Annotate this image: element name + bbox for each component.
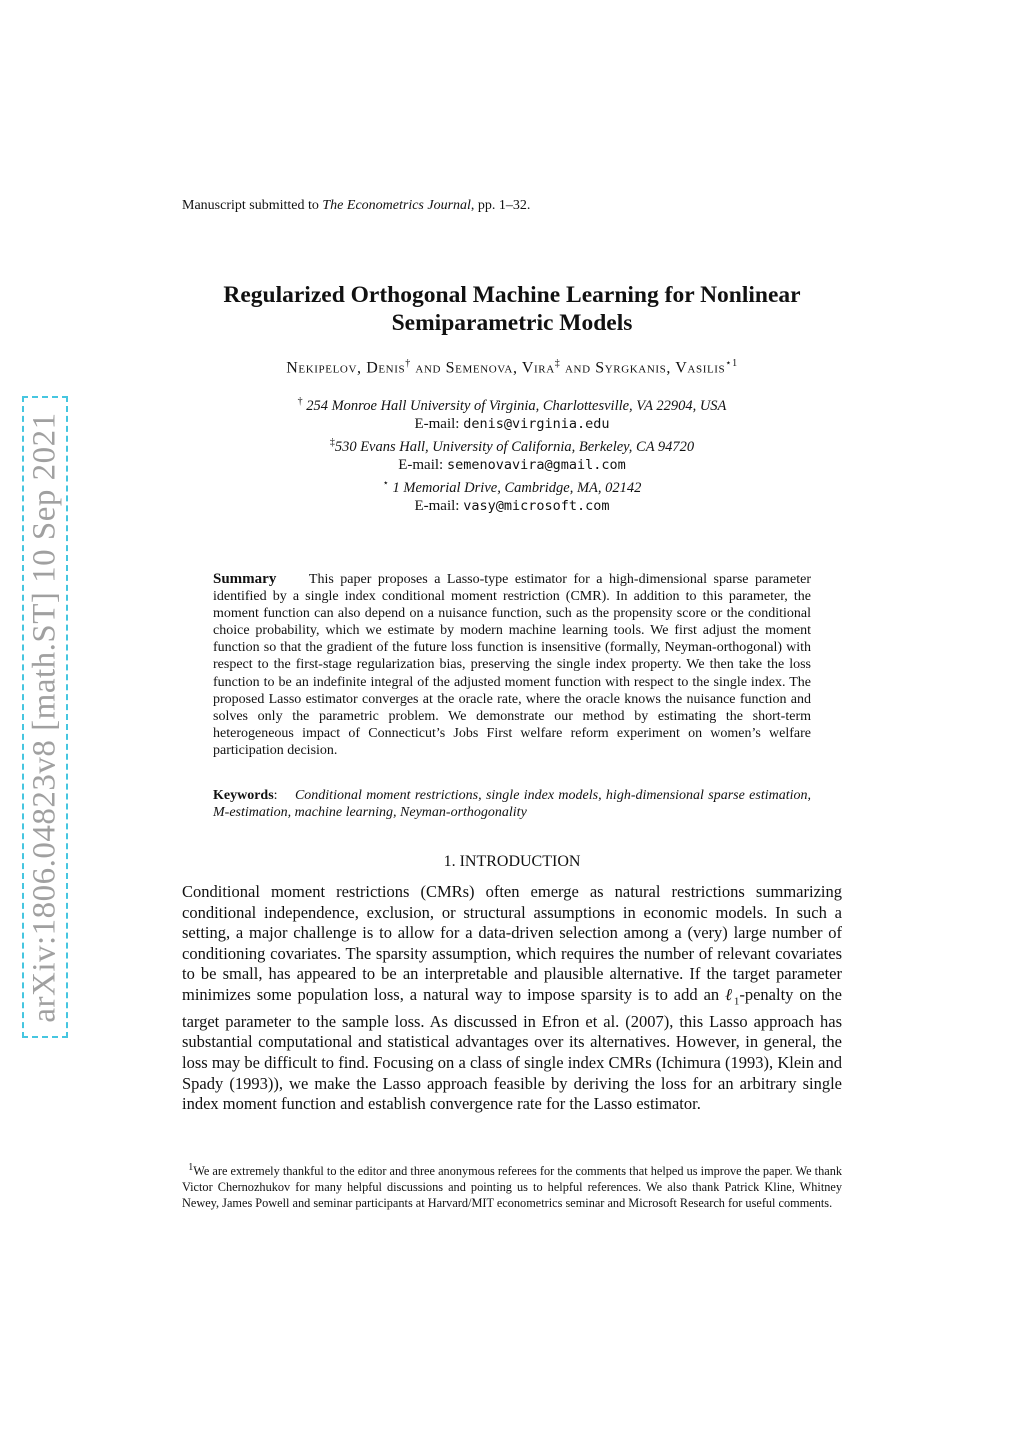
affiliation-address: 254 Monroe Hall University of Virginia, Charlottesville, VA 22904, USA <box>306 397 727 414</box>
footnote-mark: 1 <box>188 1162 194 1173</box>
title-line-2: Semiparametric Models <box>391 310 633 336</box>
footnote <box>182 1160 842 1211</box>
intro-text-part-2: -penalty on the target parameter to the sample loss. As discussed in Efron et al. (2007), this Lasso approach has substantial computational and statistical advantages over its alternatives. However, in general, the loss may be difficult to find. Focusing on a class of single index CMRs (Ichimura (1993), Klein and Spady (1993)), we make the Lasso approach feasible by deriving the loss for an arbitrary single index moment function and establish convergence rate for the Lasso estimator. <box>182 984 843 1114</box>
manuscript-prefix: Manuscript submitted to <box>182 198 319 213</box>
affiliation-address: 1 Memorial Drive, Cambridge, MA, 02142 <box>392 479 642 496</box>
paper-title <box>150 281 874 337</box>
affiliation-mark: ‡ <box>329 437 335 448</box>
author-mark-star: ⋆1 <box>725 358 738 369</box>
affiliation-1 <box>182 396 842 415</box>
email-label: E-mail: <box>414 498 460 514</box>
author-nekipelov: Nekipelov, Denis <box>286 359 406 377</box>
keywords-text: Conditional moment restrictions, single index models, high-dimensional sparse estimation, M-estimation, machine learning, Neyman-orthogonality <box>213 788 811 821</box>
email-address: semenovavira@gmail.com <box>446 457 626 473</box>
author-mark-dagger: † <box>405 358 411 369</box>
affiliation-3 <box>182 478 842 497</box>
arxiv-identifier: arXiv:1806.04823v8 [math.ST] 10 Sep 2021 <box>26 411 63 1023</box>
section-number: 1. <box>443 853 456 870</box>
email-label: E-mail: <box>398 457 444 473</box>
manuscript-header <box>182 198 530 214</box>
author-semenova: Semenova, Vira <box>445 359 555 377</box>
author-mark-ddagger: ‡ <box>554 358 561 369</box>
intro-text-part-1: Conditional moment restrictions (CMRs) often emerge as natural restrictions summarizing conditional independence, exclusion, or structural assumptions in economic models. In such a setting, a major challenge is to allow for a data-driven selection among a (very) large number of conditioning covariates. The sparsity assumption, which requires the number of relevant covariates to be small, has appeared to be an interpretable and plausible alternative. If the target parameter minimizes some population loss, a natural way to impose sparsity is to add an <box>182 882 842 1004</box>
email-line-1 <box>182 416 842 433</box>
intro-paragraph <box>182 882 842 1115</box>
email-address: denis@virginia.edu <box>463 416 610 432</box>
email-line-3 <box>182 498 842 515</box>
section-title: INTRODUCTION <box>459 853 581 870</box>
affiliation-mark: † <box>297 396 303 407</box>
ell-symbol: ℓ <box>725 984 734 1004</box>
footnote-text: We are extremely thankful to the editor and three anonymous referees for the comments that helped us improve the paper. We thank Victor Chernozhukov for many helpful discussions and pointing us to helpful references. We also thank Patrick Kline, Whitney Newey, James Powell and seminar participants at Harvard/MIT econometrics seminar and Microsoft Research for useful comments. <box>182 1164 842 1210</box>
author-separator: and <box>415 359 442 377</box>
author-separator: and <box>564 359 591 377</box>
section-heading <box>182 853 842 871</box>
keywords-label: Keywords <box>213 788 274 803</box>
journal-name: The Econometrics Journal <box>322 198 471 213</box>
affiliation-mark: ⋆ <box>382 478 389 489</box>
summary-label: Summary <box>213 571 277 587</box>
keywords: Keywords: Conditional moment restrictions, single index models, high-dimensional sparse estimation, M-estimation, machine learning, Neyman-orthogonality <box>213 788 811 821</box>
abstract-summary <box>213 571 811 759</box>
author-syrgkanis: Syrgkanis, Vasilis <box>595 359 726 377</box>
summary-text: This paper proposes a Lasso-type estimator for a high-dimensional sparse parameter identified by a single index conditional moment restriction (CMR). In addition to this parameter, the moment function can also depend on a nuisance function, such as the propensity score or the conditional choice probability, which we estimate by modern machine learning tools. We first adjust the moment function so that the gradient of the future loss function is insensitive (formally, Neyman-orthogonal) with respect to the first-stage regularization bias, preserving the single index property. We then take the loss function to be an indefinite integral of the adjusted moment function with respect to the single index. The proposed Lasso estimator converges at the oracle rate, where the oracle knows the nuisance function and solves only the parametric problem. We demonstrate our method by estimating the short-term heterogeneous impact of Connecticut’s Jobs First welfare reform experiment on women’s welfare participation decision. <box>213 572 811 758</box>
affiliation-2 <box>182 437 842 456</box>
arxiv-side-stamp <box>22 396 68 1038</box>
email-line-2 <box>182 457 842 474</box>
author-list <box>182 358 842 377</box>
affiliation-address: 530 Evans Hall, University of California, Berkeley, CA 94720 <box>334 438 695 455</box>
email-label: E-mail: <box>414 416 460 432</box>
page-range: , pp. 1–32. <box>470 198 531 213</box>
title-line-1: Regularized Orthogonal Machine Learning for Nonlinear <box>223 282 801 308</box>
email-address: vasy@microsoft.com <box>463 498 610 514</box>
ell-subscript: 1 <box>733 995 740 1008</box>
